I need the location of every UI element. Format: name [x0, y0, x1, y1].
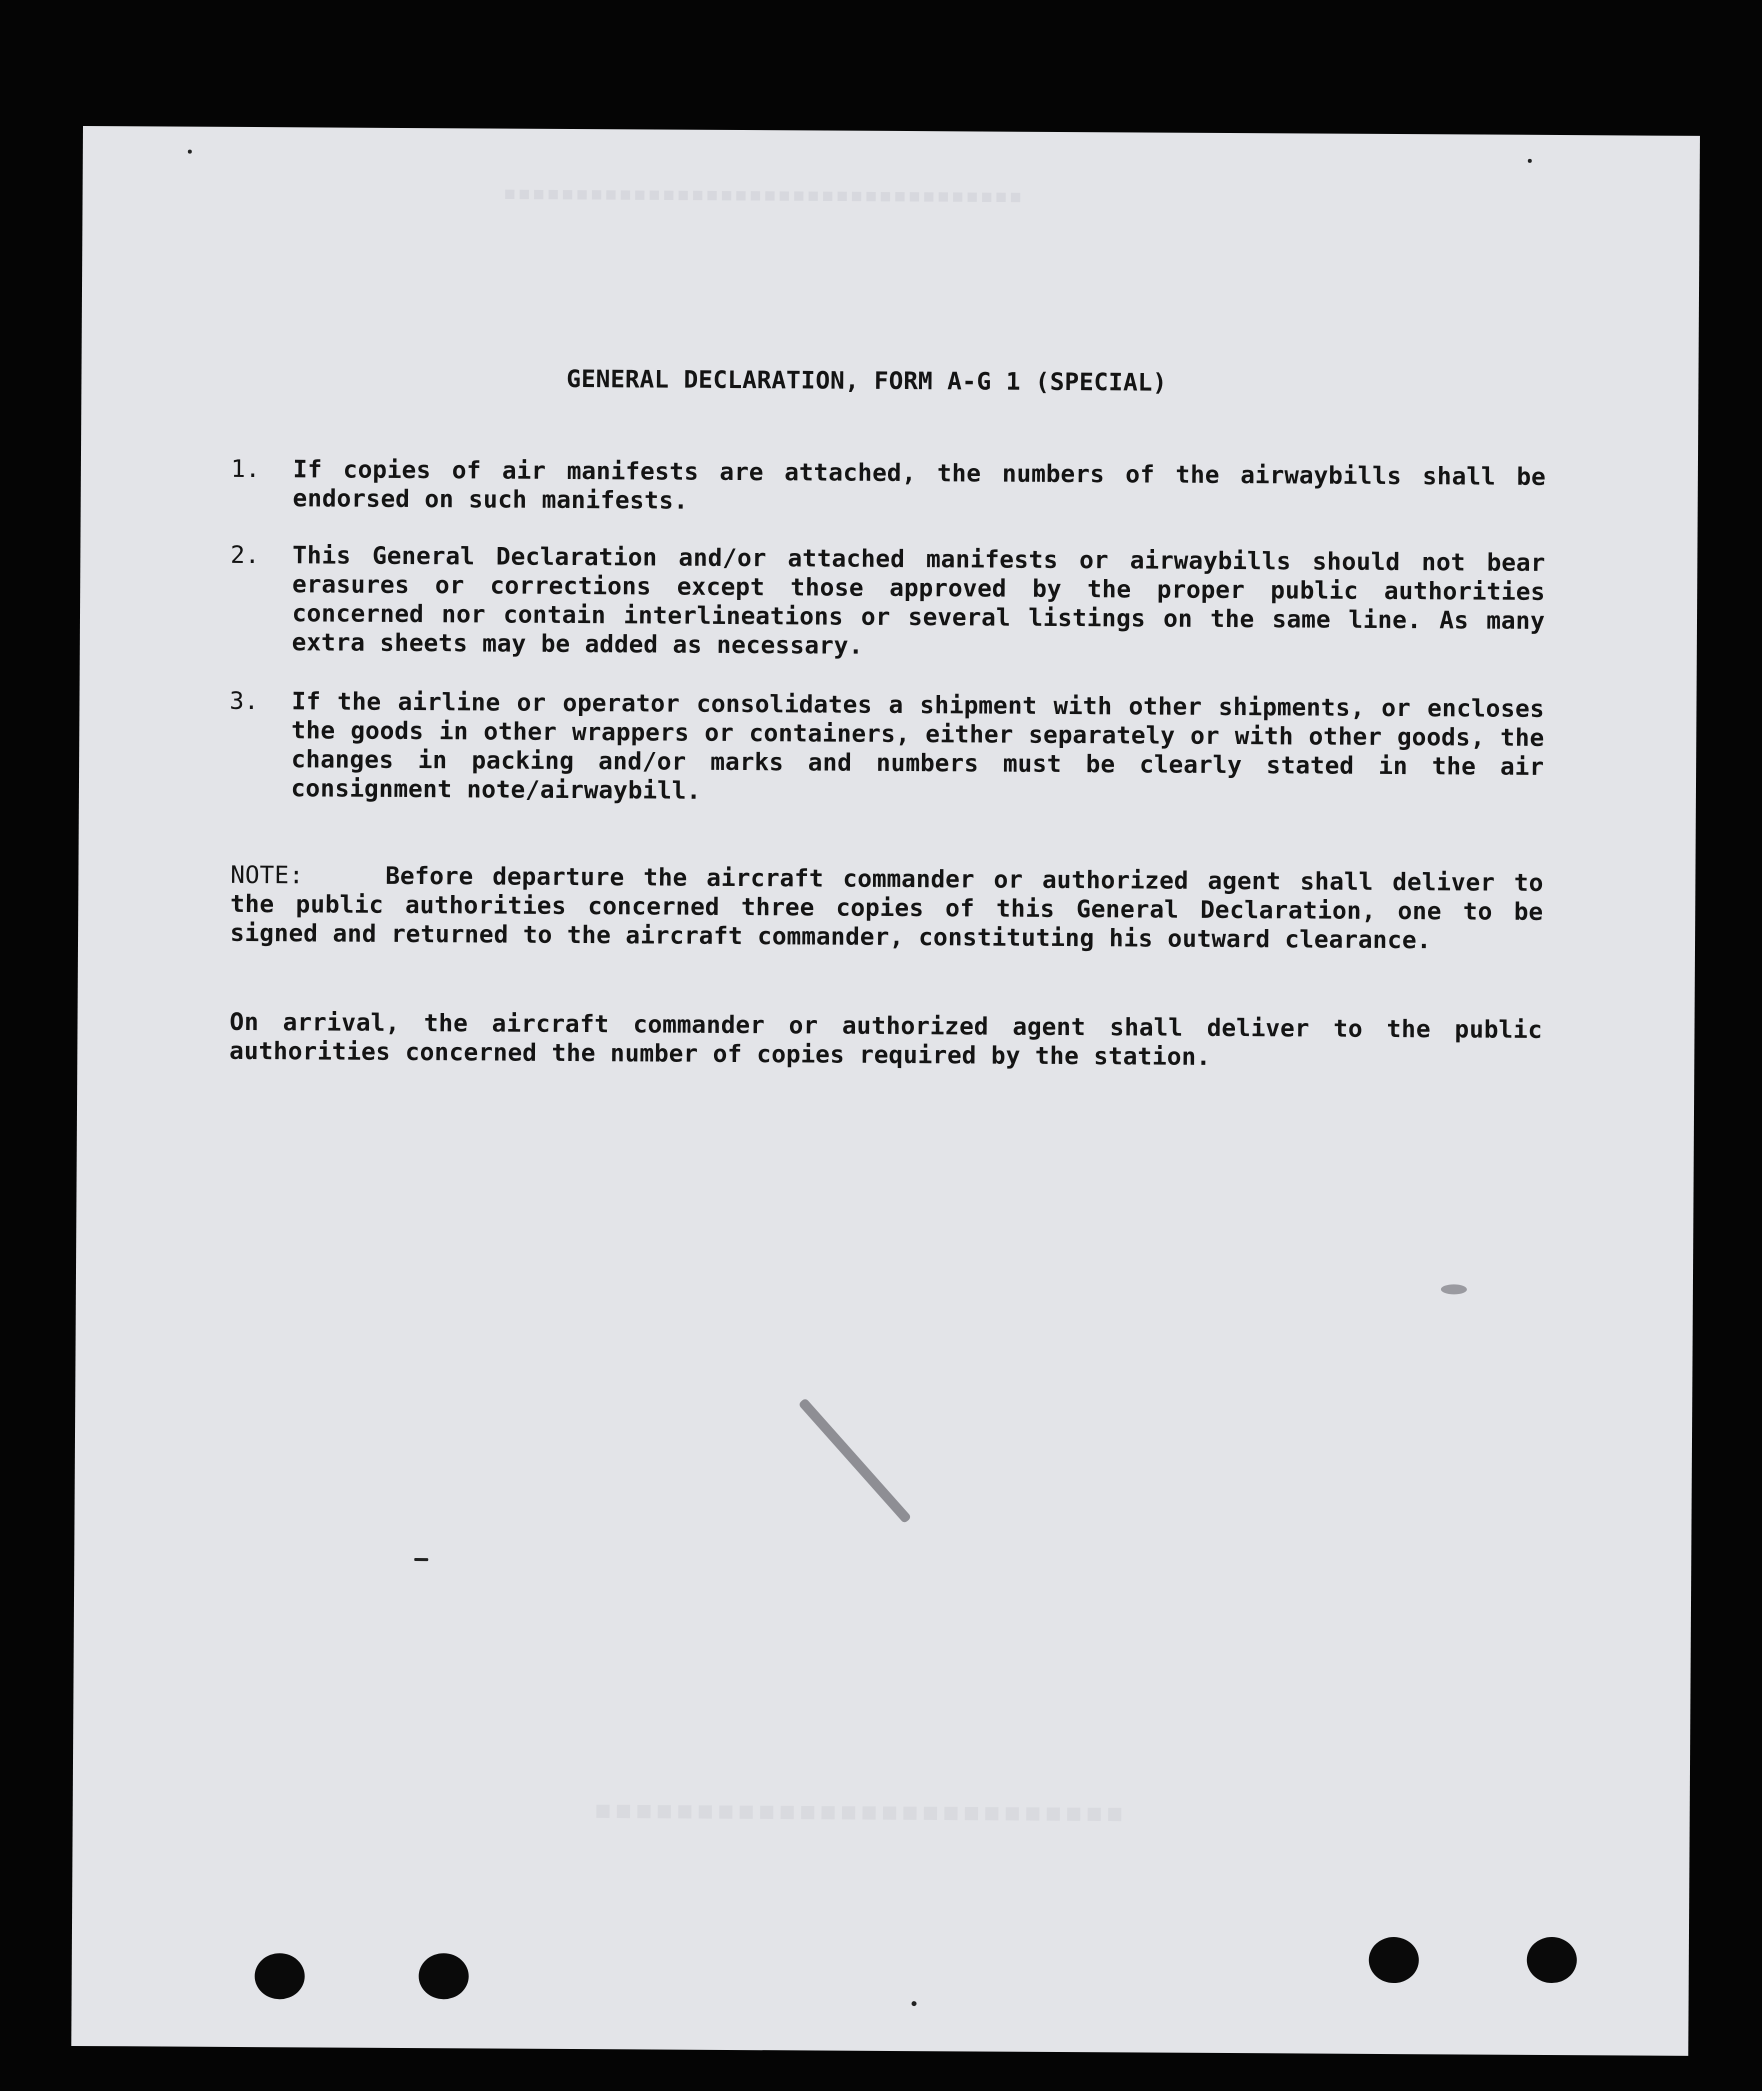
- document-page: [71, 126, 1700, 2056]
- dust-speck: [1441, 1284, 1467, 1294]
- punch-hole: [255, 1953, 305, 1999]
- item-number: 1.: [230, 454, 261, 484]
- note-paragraph: [230, 861, 1544, 956]
- dust-speck: [1528, 159, 1532, 163]
- dust-speck: [912, 2001, 917, 2006]
- item-text: This General Declaration and/or attached manifests or airwaybills should not bear erasures or corrections except those approved by the proper public authorities concerned nor contain interlineations or several listings on the same line. As many extra sheets may be added as necessary.: [291, 541, 1546, 660]
- item-number: 3.: [229, 686, 259, 716]
- note-text: Before departure the aircraft commander or authorized agent shall deliver to the public authorities concerned three copies of this General Declaration, one to be signed and returned to the aircraft commander, constituting his outward clearance.: [229, 861, 1544, 955]
- bleed-through-text: ▪▪▪▪▪▪▪▪▪▪▪▪▪▪▪▪▪▪▪▪▪▪▪▪▪▪▪▪▪▪▪▪▪▪▪▪: [502, 178, 1023, 210]
- stamp-mark: [798, 1398, 912, 1524]
- document-title: GENERAL DECLARATION, FORM A-G 1 (SPECIAL): [566, 364, 1168, 397]
- punch-hole: [419, 1953, 469, 1999]
- list-item: [230, 541, 1546, 665]
- arrival-paragraph: [229, 1008, 1542, 1074]
- item-text: If copies of air manifests are attached, the numbers of the airwaybills shall be endorsed on such manifests.: [292, 455, 1546, 515]
- item-number: 2.: [230, 540, 260, 570]
- note-label: NOTE:: [230, 860, 304, 890]
- punch-hole: [1369, 1937, 1419, 1983]
- item-text: If the airline or operator consolidates a shipment with other shipments, or encloses the goods in other wrappers or containers, either separately or with other goods, the changes in packing and/or marks and numbers must be clearly stated in the air consignment note/airwaybill.: [290, 687, 1545, 805]
- list-item: [231, 455, 1546, 521]
- dust-speck: [188, 150, 192, 154]
- arrival-text: On arrival, the aircraft commander or authorized agent shall deliver to the public authorities concerned the number of copies required by the station.: [229, 1007, 1543, 1071]
- list-item: [229, 687, 1545, 811]
- bleed-through-text: ▪▪▪▪▪▪▪▪▪▪▪▪▪▪▪▪▪▪▪▪▪▪▪▪▪▪: [592, 1789, 1126, 1833]
- dust-speck: [414, 1558, 428, 1561]
- punch-hole: [1527, 1937, 1577, 1983]
